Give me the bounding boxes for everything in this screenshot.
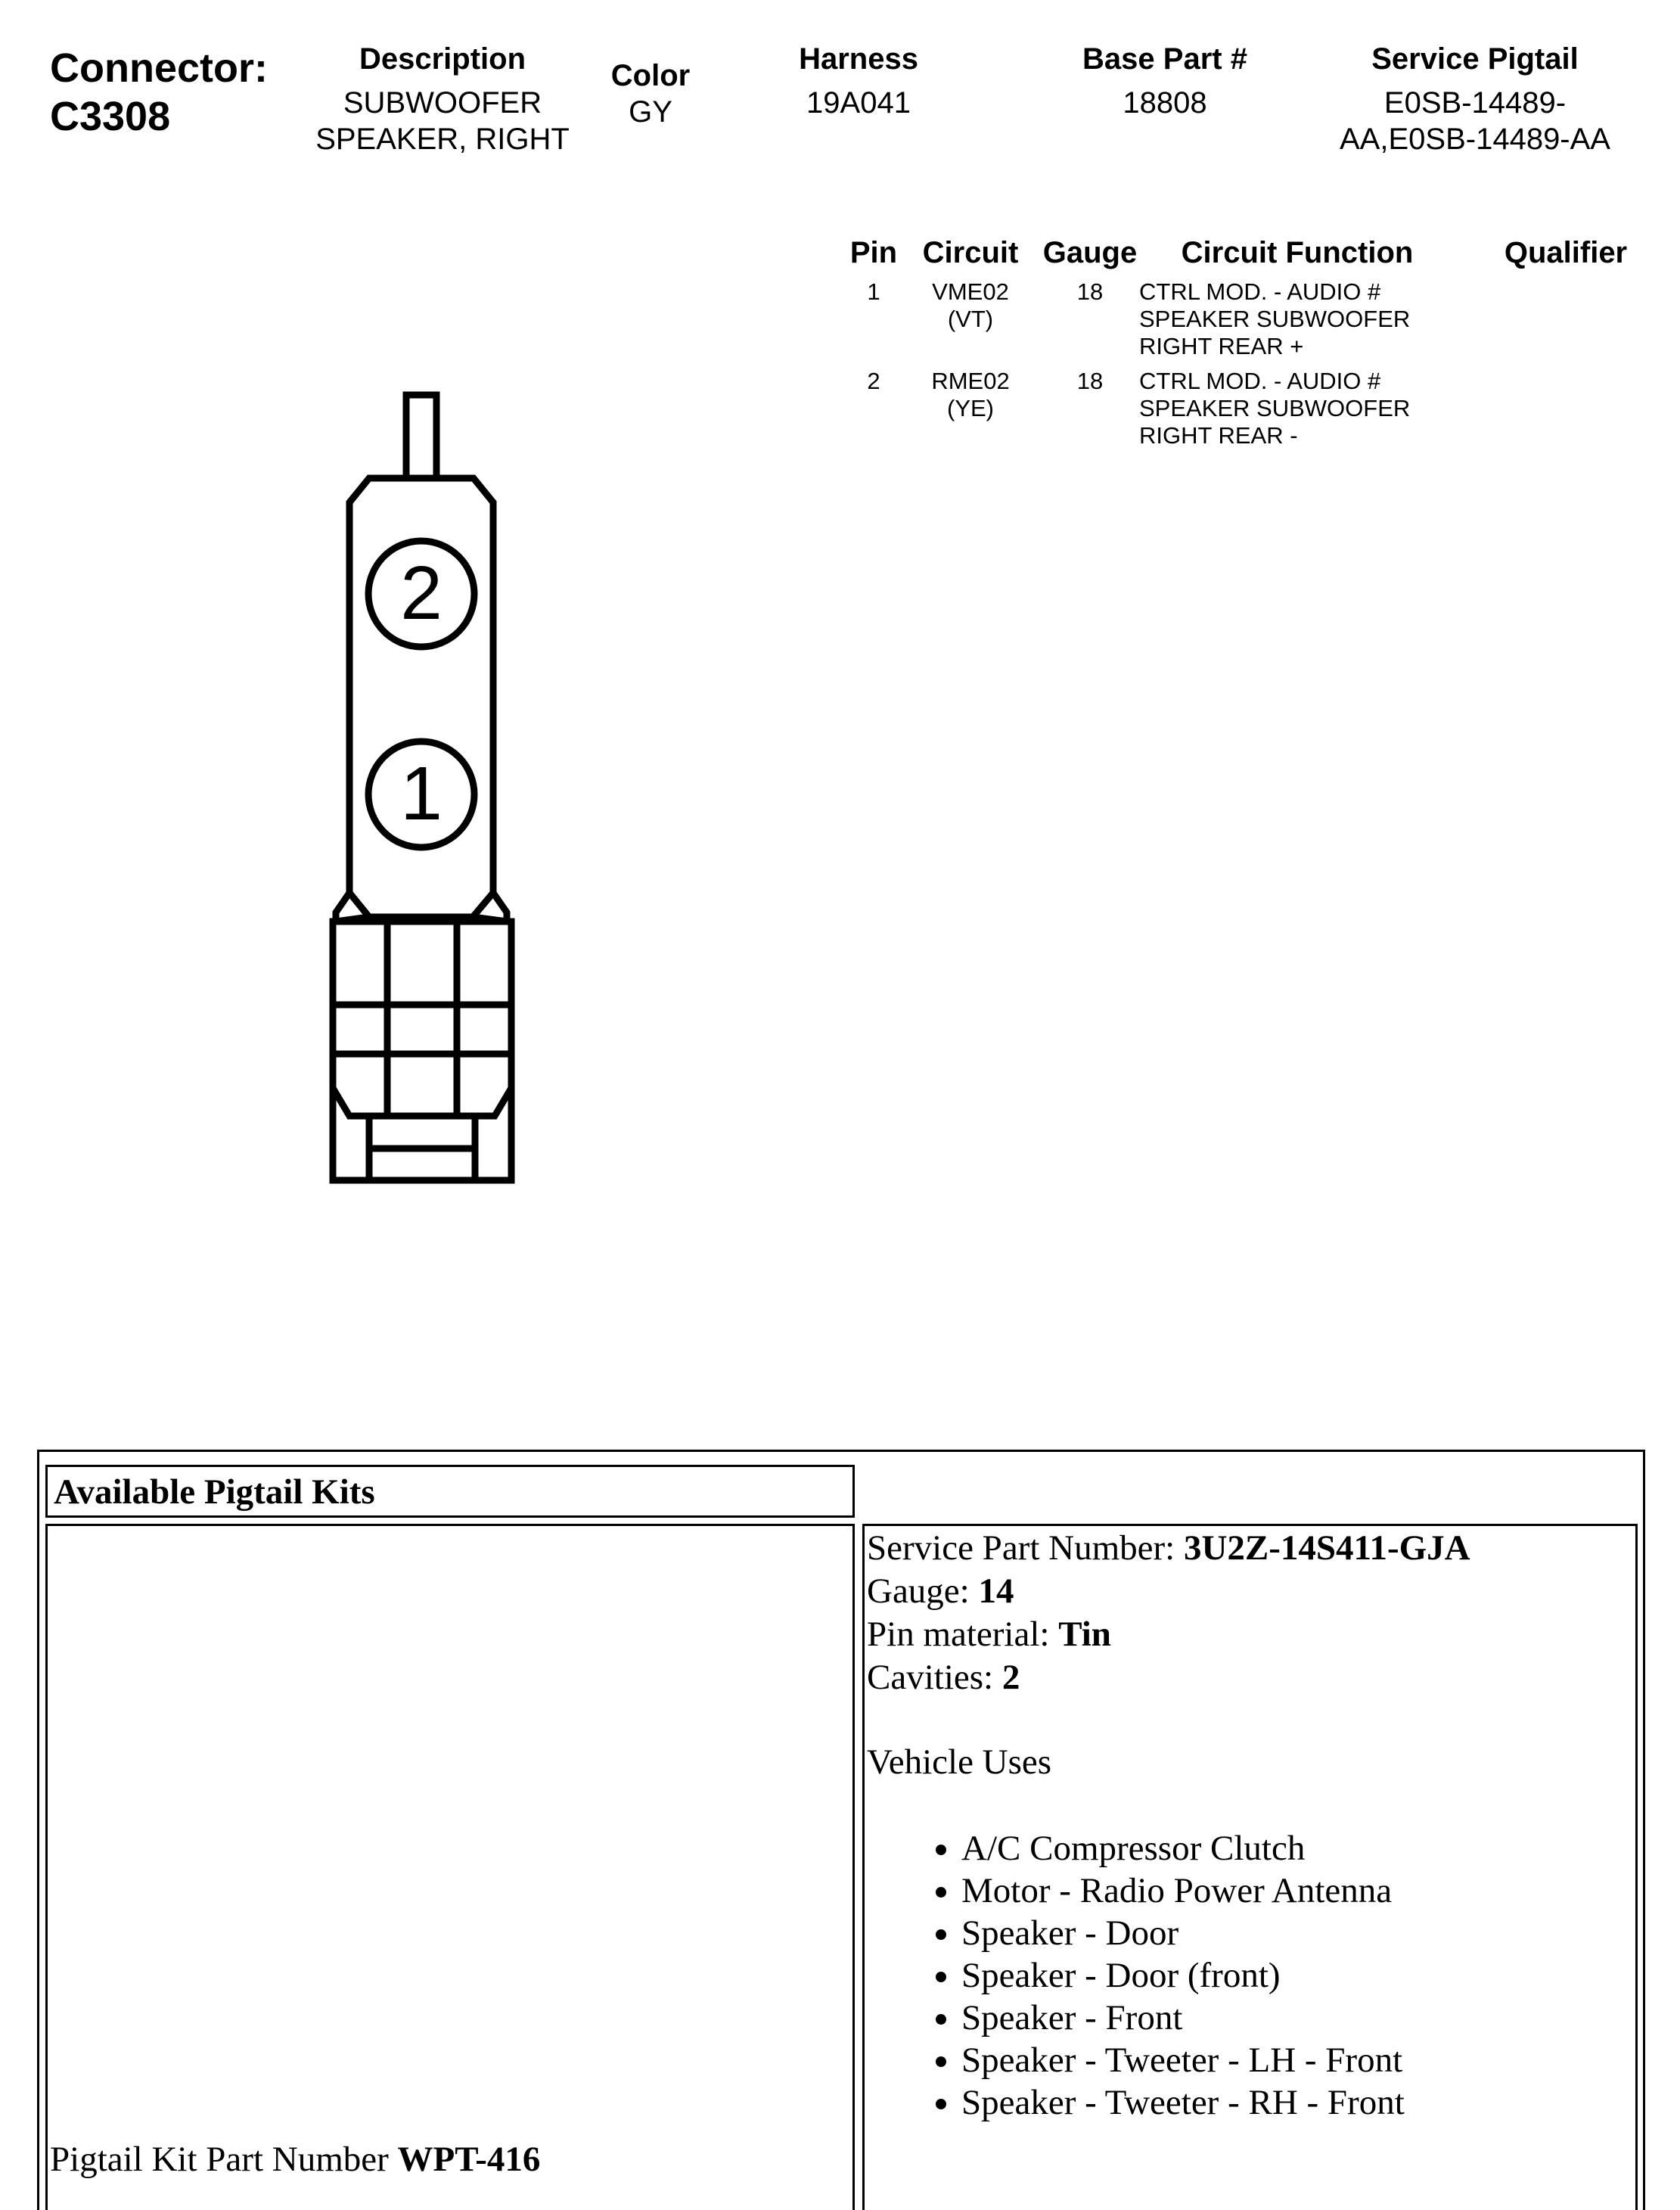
function-line: CTRL MOD. - AUDIO # — [1139, 368, 1381, 394]
circuit-function — [1139, 278, 1464, 360]
list-item: • Speaker - Door — [961, 1912, 1631, 1954]
boot-chamfer — [333, 1088, 511, 1116]
base-part-value: 18808 — [1123, 86, 1207, 120]
service-pigtail-line-2: AA,E0SB-14489-AA — [1340, 123, 1610, 156]
color-value: GY — [629, 95, 672, 129]
list-item: • A/C Compressor Clutch — [961, 1827, 1631, 1870]
list-item: • Speaker - Tweeter - RH - Front — [961, 2081, 1631, 2124]
list-item: • Speaker - Door (front) — [961, 1954, 1631, 1997]
pigtail-details — [867, 1527, 1631, 2124]
harness-column — [756, 41, 961, 121]
function-line: CTRL MOD. - AUDIO # — [1139, 278, 1381, 305]
description-label: Description — [359, 42, 526, 76]
cavities-row — [867, 1656, 1631, 1699]
pin-label-2: 2 — [400, 551, 443, 636]
vehicle-uses-label: Vehicle Uses — [867, 1742, 1052, 1782]
circuit-function-header: Circuit Function — [1181, 236, 1414, 269]
gauge-label: Gauge: — [867, 1571, 970, 1611]
pin-material-row — [867, 1613, 1631, 1656]
pin-table — [840, 235, 1657, 462]
table-row — [840, 278, 1657, 363]
circuit-name: VME02 — [932, 278, 1009, 305]
circuit-code — [909, 278, 1032, 333]
vehicle-uses-list — [867, 1827, 1631, 2124]
service-pigtail-label: Service Pigtail — [1371, 42, 1579, 76]
list-item: • Motor - Radio Power Antenna — [961, 1870, 1631, 1912]
pin-label-1: 1 — [400, 751, 443, 836]
list-item: • Speaker - Tweeter - LH - Front — [961, 2039, 1631, 2081]
base-part-column — [1044, 41, 1286, 121]
pigtail-title: Available Pigtail Kits — [54, 1472, 375, 1512]
gauge-value: 18 — [1076, 278, 1104, 305]
pin-header: Pin — [849, 236, 898, 269]
color-column — [590, 58, 711, 130]
gauge-value: 14 — [978, 1571, 1014, 1611]
circuit-name: RME02 — [931, 368, 1010, 394]
circuit-code — [909, 368, 1032, 422]
connector-face-diagram — [303, 378, 545, 1195]
latch-tab — [406, 395, 436, 478]
kit-part-value: WPT-416 — [397, 2140, 541, 2179]
function-line: SPEAKER SUBWOOFER — [1139, 395, 1411, 421]
table-row — [840, 368, 1657, 452]
gauge-value: 18 — [1076, 368, 1104, 394]
kit-part-row — [50, 2138, 844, 2181]
connector-title — [50, 44, 268, 141]
list-item: • Speaker - Front — [961, 1997, 1631, 2039]
function-line: RIGHT REAR + — [1139, 333, 1304, 359]
pigtail-title-cell — [45, 1465, 855, 1518]
circuit-function — [1139, 368, 1464, 449]
color-label: Color — [610, 59, 691, 92]
connector-label: Connector: — [50, 45, 268, 91]
qualifier-header: Qualifier — [1504, 236, 1628, 269]
function-line: RIGHT REAR - — [1139, 422, 1298, 449]
cavities-value: 2 — [1001, 1658, 1020, 1697]
pigtail-image-cell — [45, 1524, 855, 2210]
cavities-label: Cavities: — [867, 1658, 994, 1697]
description-line-1: SUBWOOFER — [343, 86, 542, 120]
circuit-color: (VT) — [947, 306, 994, 332]
circuit-header: Circuit — [922, 236, 1019, 269]
description-line-2: SPEAKER, RIGHT — [315, 123, 570, 156]
kit-part-label: Pigtail Kit Part Number — [50, 2140, 389, 2179]
connector-id: C3308 — [50, 94, 171, 139]
gauge-row — [867, 1570, 1631, 1613]
pin-material-label: Pin material: — [867, 1615, 1050, 1654]
pin-material-value: Tin — [1058, 1615, 1111, 1654]
service-pigtail-line-1: E0SB-14489- — [1383, 86, 1567, 120]
pin-number: 1 — [867, 278, 880, 305]
service-part-row — [867, 1527, 1631, 1570]
base-part-label: Base Part # — [1082, 42, 1247, 76]
circuit-color: (YE) — [947, 395, 994, 421]
description-column — [295, 41, 590, 157]
service-part-label: Service Part Number: — [867, 1528, 1175, 1568]
harness-value: 19A041 — [806, 86, 911, 120]
harness-label: Harness — [799, 42, 918, 76]
gauge-header: Gauge — [1042, 236, 1138, 269]
pin-number: 2 — [867, 368, 880, 394]
service-part-value: 3U2Z-14S411-GJA — [1183, 1528, 1470, 1568]
service-pigtail-column — [1301, 41, 1649, 157]
function-line: SPEAKER SUBWOOFER — [1139, 306, 1411, 332]
